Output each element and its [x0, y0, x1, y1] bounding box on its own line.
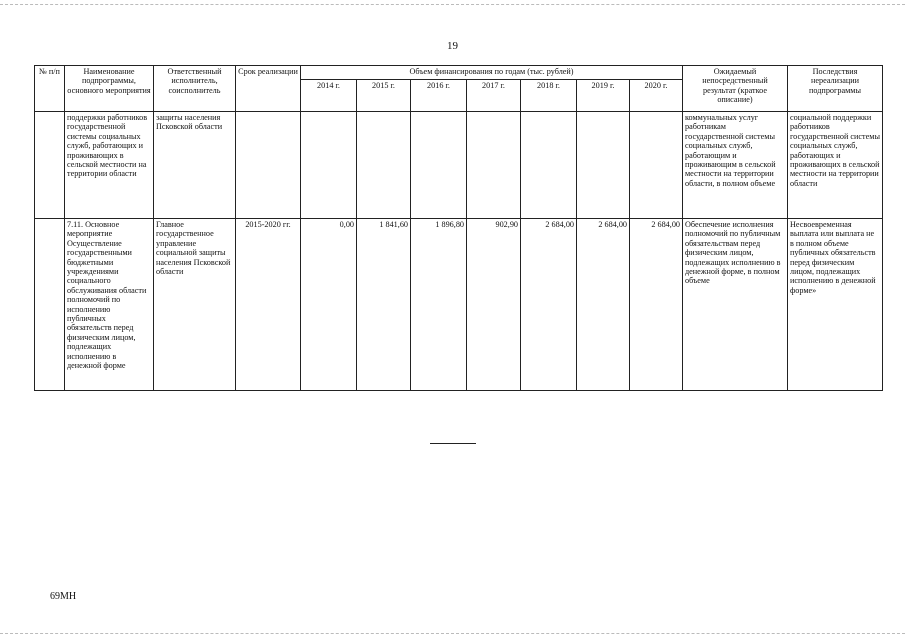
cell-value — [411, 112, 467, 219]
header-term: Срок реализации — [236, 66, 301, 112]
scan-bottom-edge — [0, 633, 905, 634]
header-result: Ожидаемый непосредственный результат (краткое описание) — [683, 66, 788, 112]
cell-consequence: Несвоевременная выплата или выплата не в полном объеме публичных обязательств перед физическим лицом, подлежащих исполнению в денежной форме» — [788, 219, 883, 391]
cell-value: 1 896,80 — [411, 219, 467, 391]
header-year: 2015 г. — [357, 80, 411, 112]
header-year: 2018 г. — [521, 80, 577, 112]
table-row — [35, 219, 883, 391]
cell-consequence: социальной поддержки работников государственной системы социальных служб, работающих и проживающих в сельской местности на территории области — [788, 112, 883, 219]
header-year: 2019 г. — [577, 80, 630, 112]
cell-responsible: Главное государственное управление социальной защиты населения Псковской области — [154, 219, 236, 391]
signature-line — [430, 443, 476, 444]
header-responsible: Ответственный исполнитель, соисполнитель — [154, 66, 236, 112]
header-funding: Объем финансирования по годам (тыс. рублей) — [301, 66, 683, 80]
header-year: 2016 г. — [411, 80, 467, 112]
cell-name: 7.11. Основное мероприятие Осуществление государственными бюджетными учреждениями социального обслуживания области полномочий по исполнению публичных обязательств перед физическим лицом, подлежащих исполнению в денежной форме — [65, 219, 154, 391]
header-year: 2020 г. — [630, 80, 683, 112]
header-consequence: Последствия нереализации подпрограммы — [788, 66, 883, 112]
header-name: Наименование подпрограммы, основного мероприятия — [65, 66, 154, 112]
cell-value: 1 841,60 — [357, 219, 411, 391]
cell-value — [630, 112, 683, 219]
cell-term — [236, 112, 301, 219]
cell-value — [357, 112, 411, 219]
cell-responsible: защиты населения Псковской области — [154, 112, 236, 219]
header-num: № п/п — [35, 66, 65, 112]
page-number: 19 — [447, 40, 458, 52]
header-year: 2014 г. — [301, 80, 357, 112]
cell-value — [301, 112, 357, 219]
table-row — [35, 112, 883, 219]
header-year: 2017 г. — [467, 80, 521, 112]
cell-value: 2 684,00 — [577, 219, 630, 391]
cell-value — [521, 112, 577, 219]
cell-num — [35, 112, 65, 219]
funding-table — [34, 65, 883, 391]
cell-value: 2 684,00 — [521, 219, 577, 391]
cell-value — [577, 112, 630, 219]
cell-value: 902,90 — [467, 219, 521, 391]
cell-result: Обеспечение исполнения полномочий по публичным обязательствам перед физическим лицом, подлежащих исполнению в денежной форме, в полном объеме — [683, 219, 788, 391]
cell-result: коммунальных услуг работникам государственной системы социальных служб, работающим и проживающим в сельской местности на территории области, в полном объеме — [683, 112, 788, 219]
cell-value: 2 684,00 — [630, 219, 683, 391]
cell-value — [467, 112, 521, 219]
scan-top-edge — [0, 4, 905, 5]
cell-name: поддержки работников государственной системы социальных служб, работающих и проживающих в сельской местности на территории области — [65, 112, 154, 219]
cell-num — [35, 219, 65, 391]
cell-term: 2015-2020 гг. — [236, 219, 301, 391]
footer-code: 69МН — [50, 591, 77, 602]
cell-value: 0,00 — [301, 219, 357, 391]
